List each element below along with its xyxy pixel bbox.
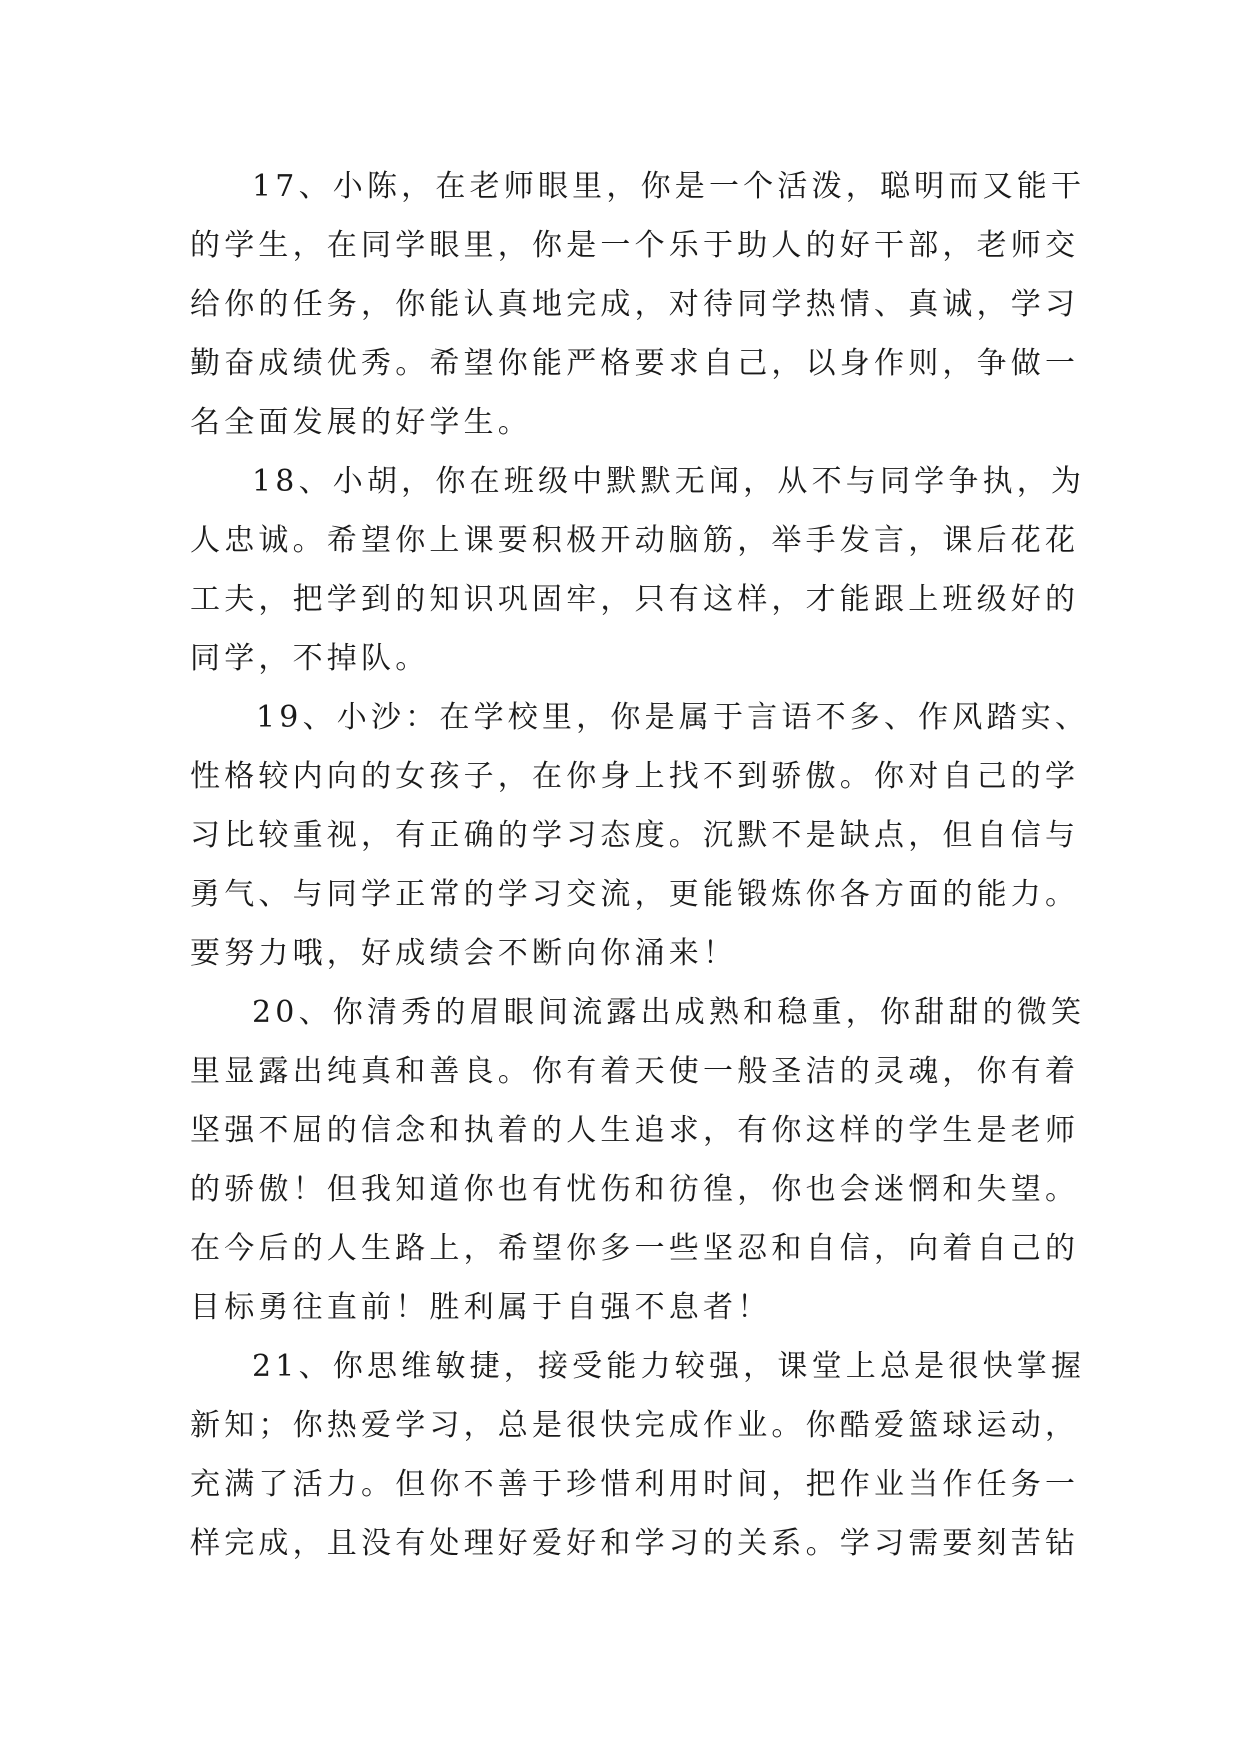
text-line: 充满了活力。但你不善于珍惜利用时间，把作业当作任务一: [190, 1467, 1080, 1502]
text-line: 名全面发展的好学生。: [190, 405, 532, 440]
document-body: [190, 157, 1090, 1573]
text-line: 在今后的人生路上，希望你多一些坚忍和自信，向着自己的: [190, 1231, 1080, 1266]
text-line: 19、小沙：在学校里，你是属于言语不多、作风踏实、: [256, 700, 1090, 735]
text-line: 勤奋成绩优秀。希望你能严格要求自己，以身作则，争做一: [190, 346, 1080, 381]
paragraph-21: [190, 1337, 1086, 1573]
text-line: 同学，不掉队。: [190, 641, 430, 676]
paragraph-18: [190, 452, 1086, 688]
text-line: 17、小陈，在老师眼里，你是一个活泼，聪明而又能干: [252, 169, 1086, 204]
paragraph-20: [190, 983, 1086, 1337]
text-line: 新知；你热爱学习，总是很快完成作业。你酷爱篮球运动，: [190, 1408, 1080, 1443]
text-line: 坚强不屈的信念和执着的人生追求，有你这样的学生是老师: [190, 1113, 1080, 1148]
text-line: 的学生，在同学眼里，你是一个乐于助人的好干部，老师交: [190, 228, 1080, 263]
paragraph-19: [190, 688, 1090, 983]
text-line: 人忠诚。希望你上课要积极开动脑筋，举手发言，课后花花: [190, 523, 1080, 558]
text-line: 20、你清秀的眉眼间流露出成熟和稳重，你甜甜的微笑: [252, 995, 1086, 1030]
text-line: 工夫，把学到的知识巩固牢，只有这样，才能跟上班级好的: [190, 582, 1080, 617]
text-line: 里显露出纯真和善良。你有着天使一般圣洁的灵魂，你有着: [190, 1054, 1080, 1089]
paragraph-17: [190, 157, 1086, 452]
text-line: 习比较重视，有正确的学习态度。沉默不是缺点，但自信与: [190, 818, 1080, 853]
text-line: 勇气、与同学正常的学习交流，更能锻炼你各方面的能力。: [190, 877, 1080, 912]
text-line: 要努力哦，好成绩会不断向你涌来！: [190, 936, 738, 971]
text-line: 样完成，且没有处理好爱好和学习的关系。学习需要刻苦钻: [190, 1526, 1080, 1561]
text-line: 的骄傲！但我知道你也有忧伤和彷徨，你也会迷惘和失望。: [190, 1172, 1080, 1207]
text-line: 18、小胡，你在班级中默默无闻，从不与同学争执，为: [252, 464, 1086, 499]
text-line: 目标勇往直前！胜利属于自强不息者！: [190, 1290, 772, 1325]
text-line: 21、你思维敏捷，接受能力较强，课堂上总是很快掌握: [252, 1349, 1086, 1384]
text-line: 给你的任务，你能认真地完成，对待同学热情、真诚，学习: [190, 287, 1080, 322]
text-line: 性格较内向的女孩子，在你身上找不到骄傲。你对自己的学: [190, 759, 1080, 794]
